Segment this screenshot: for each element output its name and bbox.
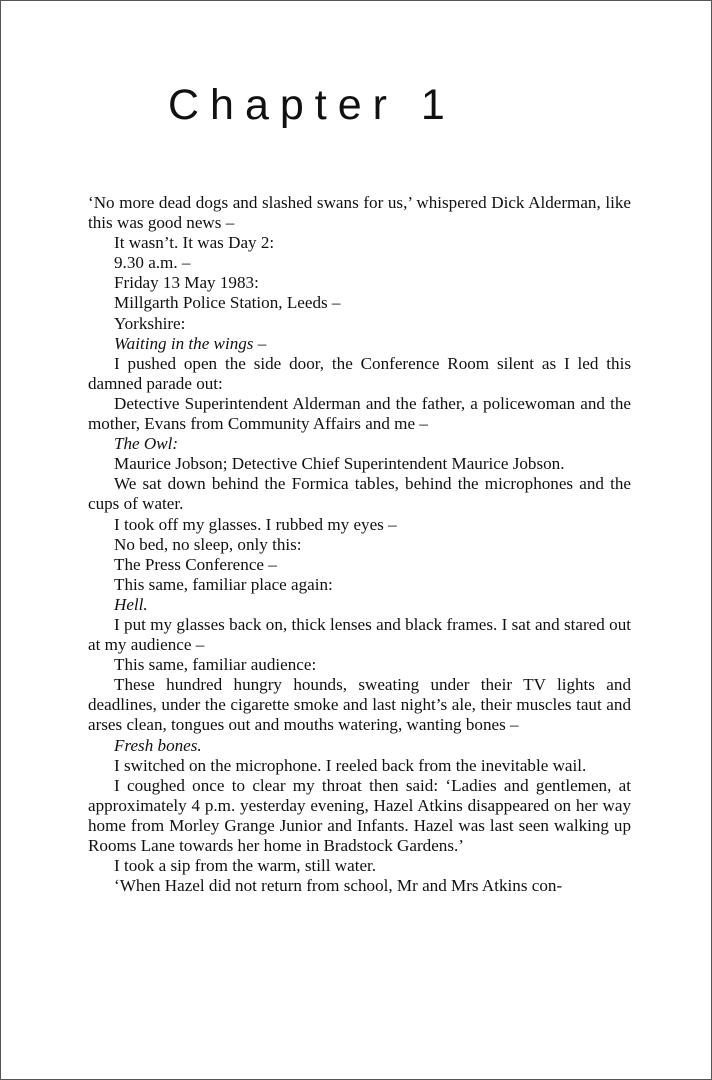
paragraph: We sat down behind the Formica tables, behind the microphones and the cups of water. [88,474,631,514]
paragraph: Millgarth Police Station, Leeds – [114,293,341,313]
paragraph: The Press Conference – [114,554,277,574]
paragraph: Maurice Jobson; Detective Chief Superintendent Maurice Jobson. [114,454,565,474]
paragraph: Detective Superintendent Alderman and the father, a policewoman and the mother, Evans from Community Affairs and me – [88,393,631,434]
paragraph: No bed, no sleep, only this: [114,534,302,554]
paragraph: I took off my glasses. I rubbed my eyes – [114,514,397,534]
paragraph: Yorkshire: [114,313,186,333]
paragraph-italic: The Owl: [114,434,179,454]
paragraph: Friday 13 May 1983: [114,273,259,293]
paragraph: I coughed once to clear my throat then said: ‘Ladies and gentlemen, at approximately 4 p.m. yesterday evening, Hazel Atkins disappeared on her way home from Morley Grange Junior and Infants. Hazel was last seen walking up Rooms Lane towards her home in Bradstock Gardens.’ [88,775,631,855]
paragraph: I took a sip from the warm, still water. [114,856,377,876]
chapter-body [88,193,631,896]
paragraph: It wasn’t. It was Day 2: [114,233,275,253]
paragraph: ‘When Hazel did not return from school, Mr and Mrs Atkins con- [114,876,563,896]
paragraph: This same, familiar place again: [114,574,333,594]
paragraph: This same, familiar audience: [114,655,317,675]
paragraph: I pushed open the side door, the Conference Room silent as I led this damned parade out: [88,353,631,393]
paragraph-italic: Hell. [114,594,148,614]
paragraph: 9.30 a.m. – [114,253,191,273]
paragraph: ‘No more dead dogs and slashed swans for us,’ whispered Dick Alderman, like this was good news – [88,193,631,233]
chapter-title: Chapter 1 [168,81,456,129]
paragraph-italic: Fresh bones. [114,735,202,755]
paragraph: These hundred hungry hounds, sweating under their TV lights and deadlines, under the cigarette smoke and last night’s ale, their muscles taut and arses clean, tongues out and mouths watering, wanting bones – [88,675,631,735]
paragraph-italic: Waiting in the wings – [114,333,267,353]
paragraph: I switched on the microphone. I reeled back from the inevitable wail. [114,755,587,775]
paragraph: I put my glasses back on, thick lenses and black frames. I sat and stared out at my audience – [88,614,631,655]
